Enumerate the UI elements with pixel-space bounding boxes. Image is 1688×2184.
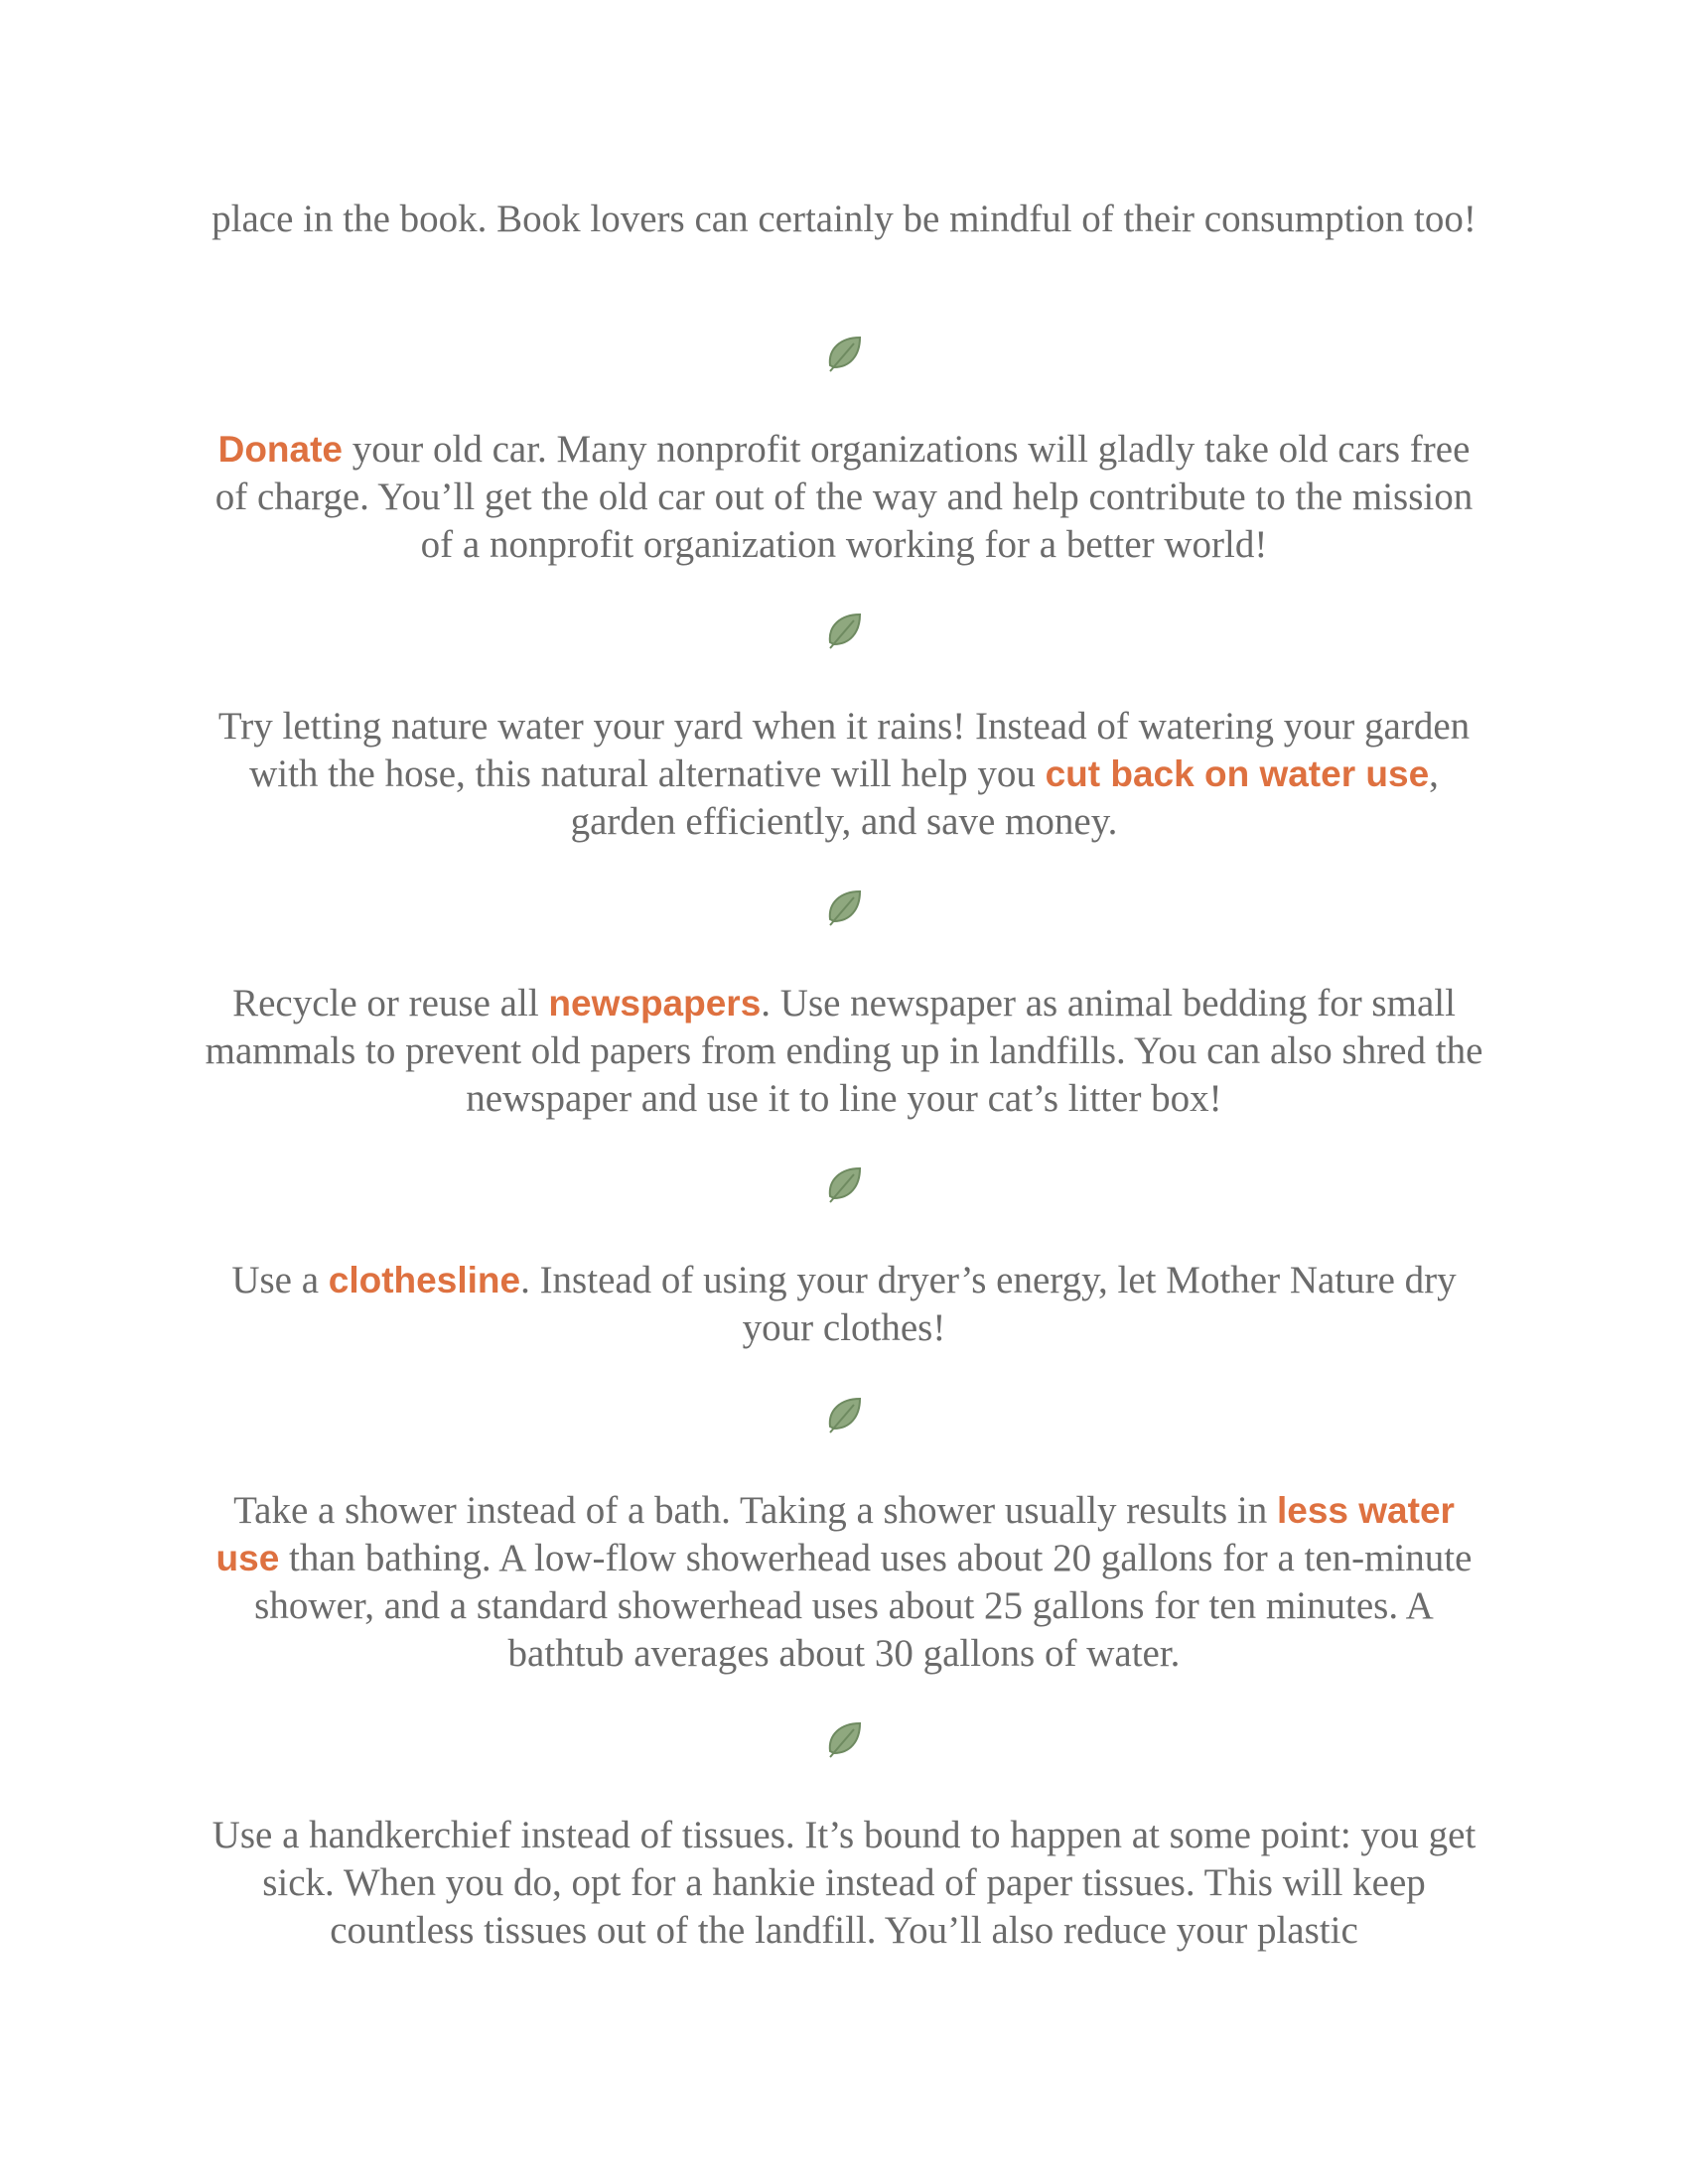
leaf-icon: [822, 1717, 866, 1761]
paragraph-handkerchief: Use a handkerchief instead of tissues. It’s bound to happen at some point: you get sick. When you do, opt for a hankie instead of paper tissues. This will keep countless tissues out of the landfill. You’ll also reduce your plastic: [211, 1814, 1477, 1952]
highlighted-keyword: Donate: [217, 429, 343, 470]
highlighted-keyword: cut back on water use: [1045, 753, 1430, 794]
leaf-icon: [822, 332, 866, 375]
paragraph-rain-water: Try letting nature water your yard when it rains! Instead of watering your garden with the hose, this natural alternative will help you cut back on water use, garden efficiently, and save money.: [217, 705, 1471, 843]
highlighted-keyword: clothesline: [328, 1260, 521, 1300]
leaf-icon: [822, 1162, 866, 1206]
paragraph-shower: Take a shower instead of a bath. Taking a shower usually results in less water use than bathing. A low-flow showerhead uses about 20 gallons for a ten-minute shower, and a standard showerhead uses about 25 gallons for ten minutes. A bathtub averages about 30 gallons of water.: [215, 1489, 1473, 1675]
paragraph-donate-car: Donate your old car. Many nonprofit organizations will gladly take old cars free of charge. You’ll get the old car out of the way and help contribute to the mission of a nonprofit organization working for a better world!: [214, 428, 1474, 566]
leaf-icon: [822, 609, 866, 652]
paragraph-clothesline: Use a clothesline. Instead of using your dryer’s energy, let Mother Nature dry your clothes!: [231, 1259, 1457, 1349]
paragraph-book-lovers: place in the book. Book lovers can certainly be mindful of their consumption too!: [211, 198, 1477, 240]
leaf-icon: [822, 886, 866, 929]
paragraph-newspapers: Recycle or reuse all newspapers. Use newspaper as animal bedding for small mammals to prevent old papers from ending up in landfills. You can also shred the newspaper and use it to line your cat’s litter box!: [205, 982, 1483, 1120]
leaf-icon: [822, 1393, 866, 1436]
highlighted-keyword: newspapers: [548, 983, 762, 1024]
highlighted-keyword: less water use: [215, 1490, 1455, 1578]
